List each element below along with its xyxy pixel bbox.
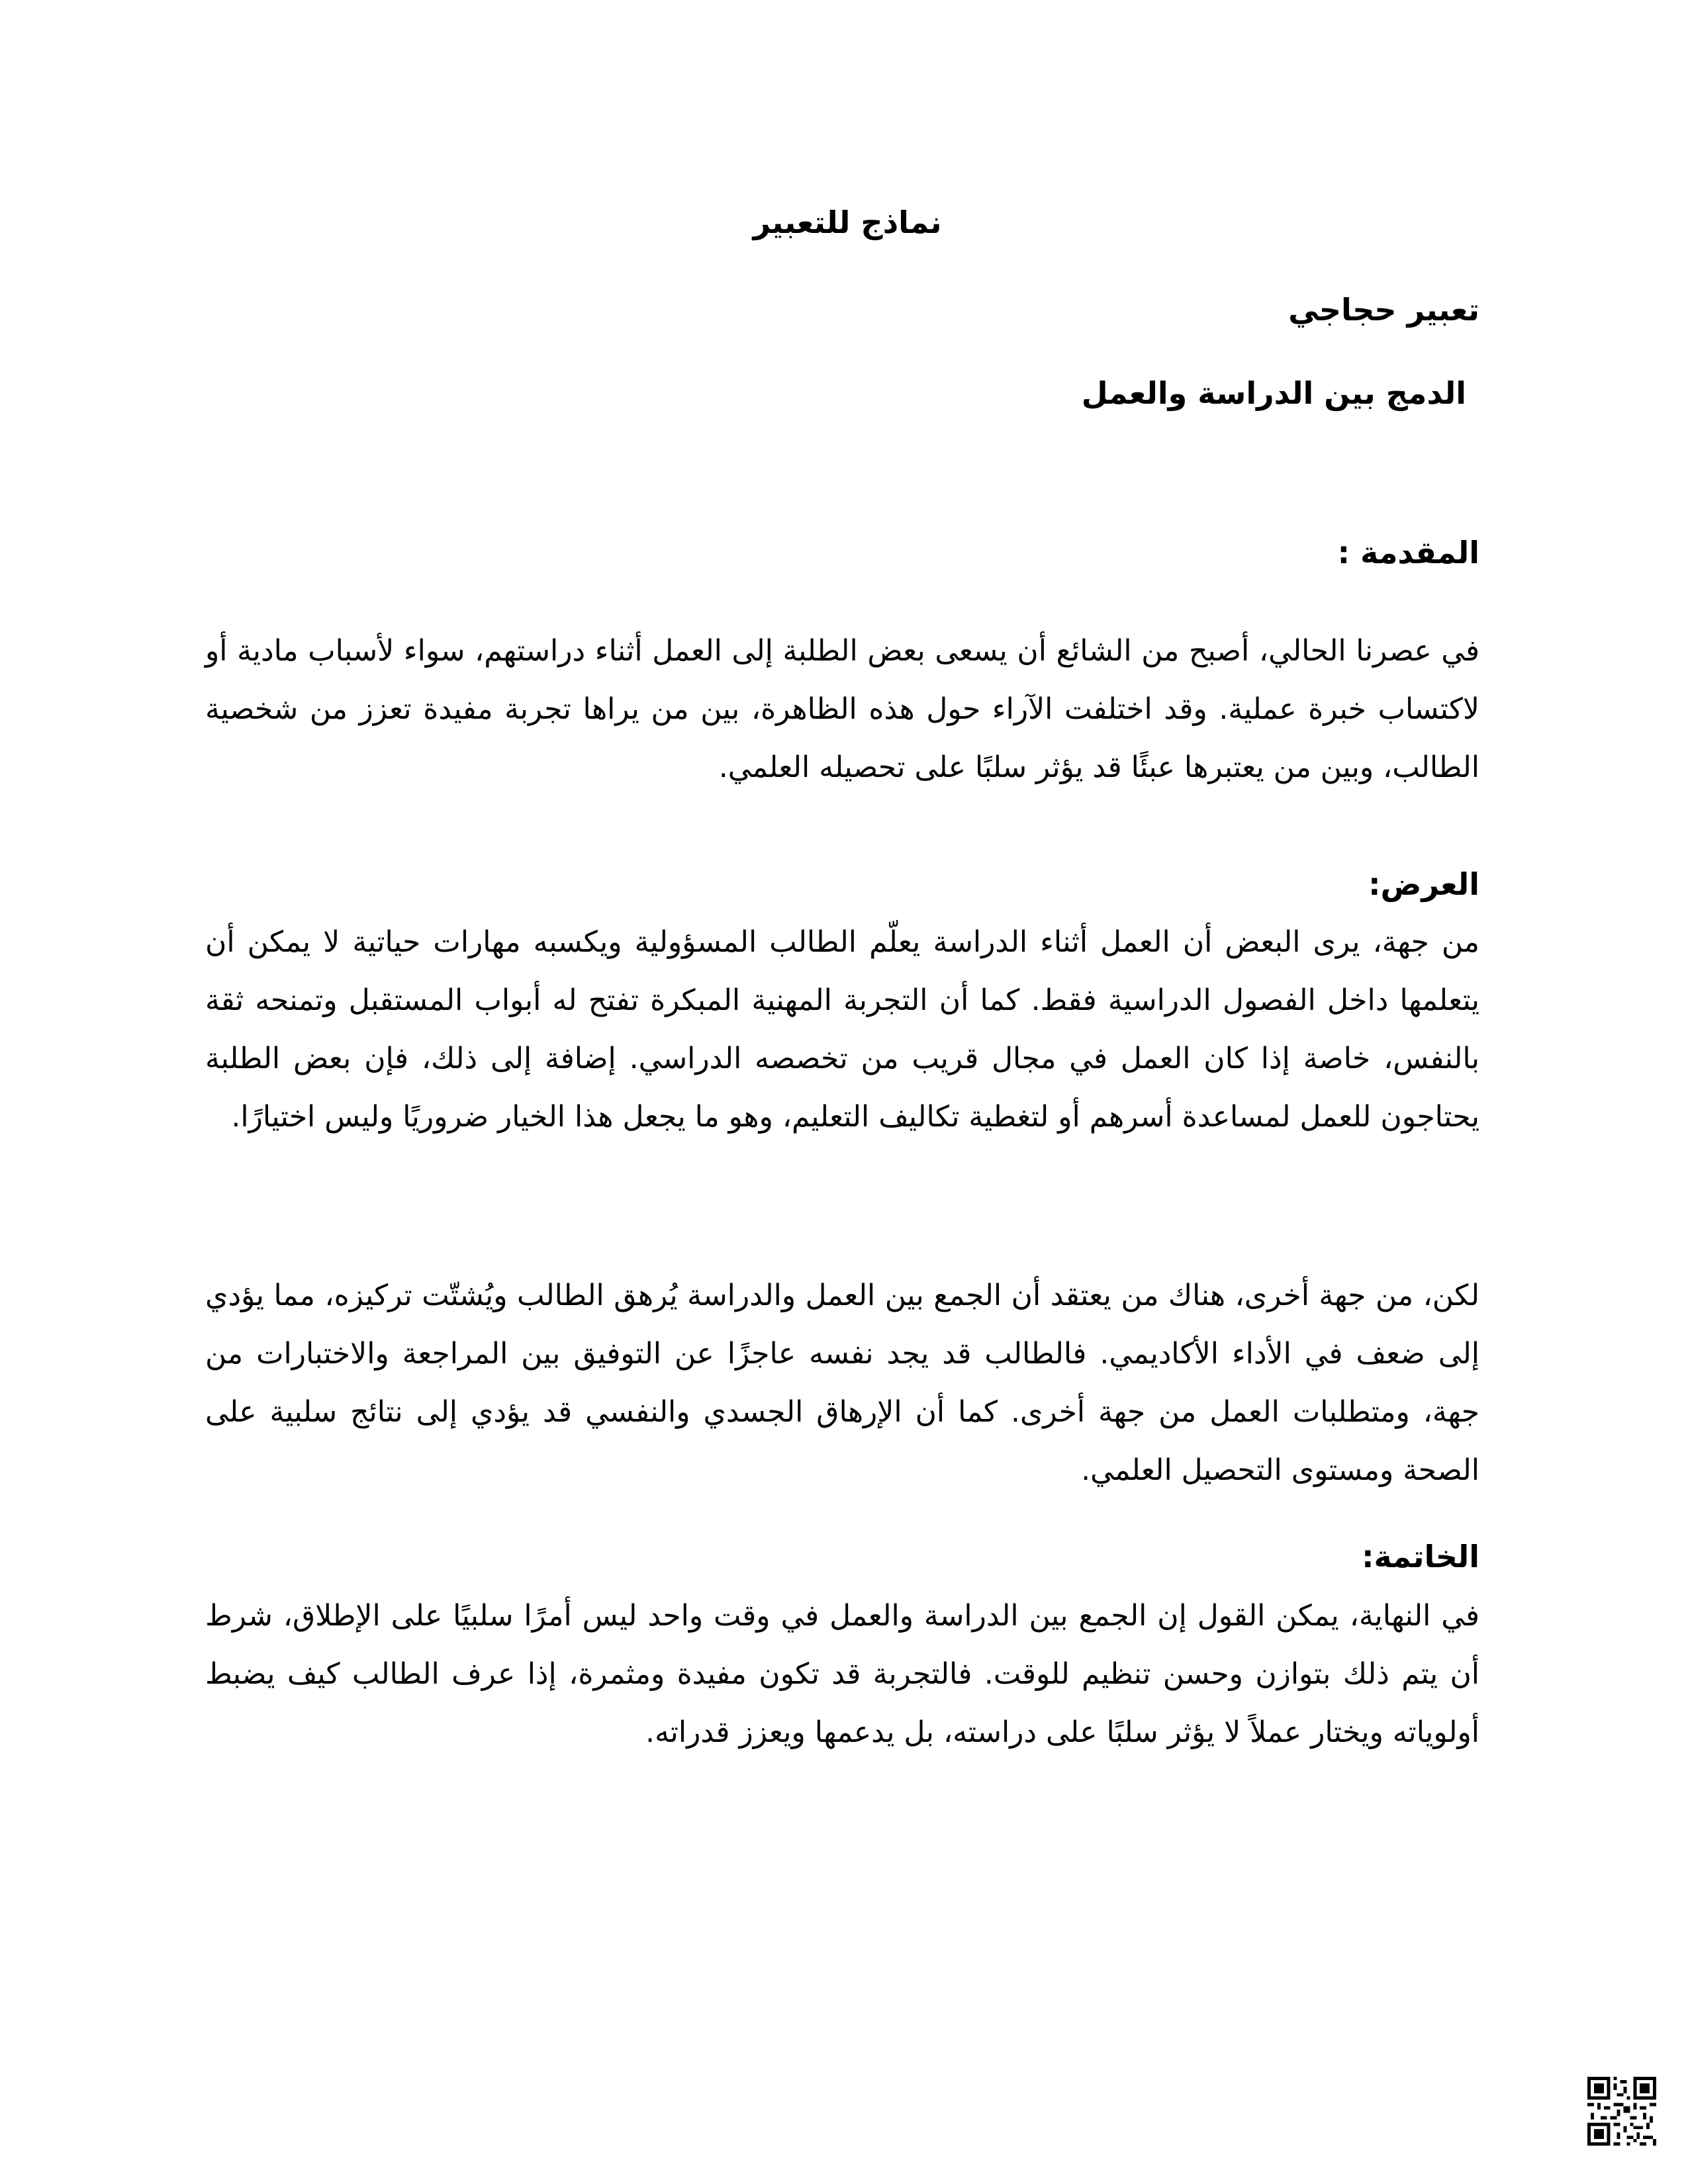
main-title: نماذج للتعبير xyxy=(753,205,942,240)
qr-code-icon xyxy=(1587,2077,1656,2146)
essay-type-title: تعبير حجاجي xyxy=(1288,292,1479,328)
section-heading-conclusion: الخاتمة: xyxy=(1362,1539,1479,1574)
paragraph-body-2: لكن، من جهة أخرى، هناك من يعتقد أن الجمع بين العمل والدراسة يُرهق الطالب ويُشتّت تركيزه، مما يؤدي إلى ضعف في الأداء الأكاديمي. فالطالب قد يجد نفسه عاجزًا عن التوفيق بين المراجعة والاختبارات من جهة، ومتطلبات العمل من جهة أخرى. كما أن الإرهاق الجسدي والنفسي قد يؤدي إلى نتائج سلبية على الصحة ومستوى التحصيل العلمي. xyxy=(205,1279,1479,1487)
section-heading-introduction: المقدمة : xyxy=(1337,535,1479,570)
essay-topic-title: الدمج بين الدراسة والعمل xyxy=(1081,375,1466,411)
section-heading-body: العرض: xyxy=(1368,866,1479,902)
paragraph-conclusion: في النهاية، يمكن القول إن الجمع بين الدراسة والعمل في وقت واحد ليس أمرًا سلبيًا على الإطلاق، شرط أن يتم ذلك بتوازن وحسن تنظيم للوقت. فالتجربة قد تكون مفيدة ومثمرة، إذا عرف الطالب كيف يضبط أولوياته ويختار عملاً لا يؤثر سلبًا على دراسته، بل يدعمها ويعزز قدراته. xyxy=(205,1599,1479,1749)
paragraph-introduction: في عصرنا الحالي، أصبح من الشائع أن يسعى بعض الطلبة إلى العمل أثناء دراستهم، سواء لأسباب مادية أو لاكتساب خبرة عملية. وقد اختلفت الآراء حول هذه الظاهرة، بين من يراها تجربة مفيدة تعزز من شخصية الطالب، وبين من يعتبرها عبئًا قد يؤثر سلبًا على تحصيله العلمي. xyxy=(205,634,1479,784)
paragraph-body-1: من جهة، يرى البعض أن العمل أثناء الدراسة يعلّم الطالب المسؤولية ويكسبه مهارات حياتية لا يمكن أن يتعلمها داخل الفصول الدراسية فقط. كما أن التجربة المهنية المبكرة تفتح له أبواب المستقبل وتمنحه ثقة بالنفس، خاصة إذا كان العمل في مجال قريب من تخصصه الدراسي. إضافة إلى ذلك، فإن بعض الطلبة يحتاجون للعمل لمساعدة أسرهم أو لتغطية تكاليف التعليم، وهو ما يجعل هذا الخيار ضروريًا وليس اختيارًا. xyxy=(205,925,1479,1134)
